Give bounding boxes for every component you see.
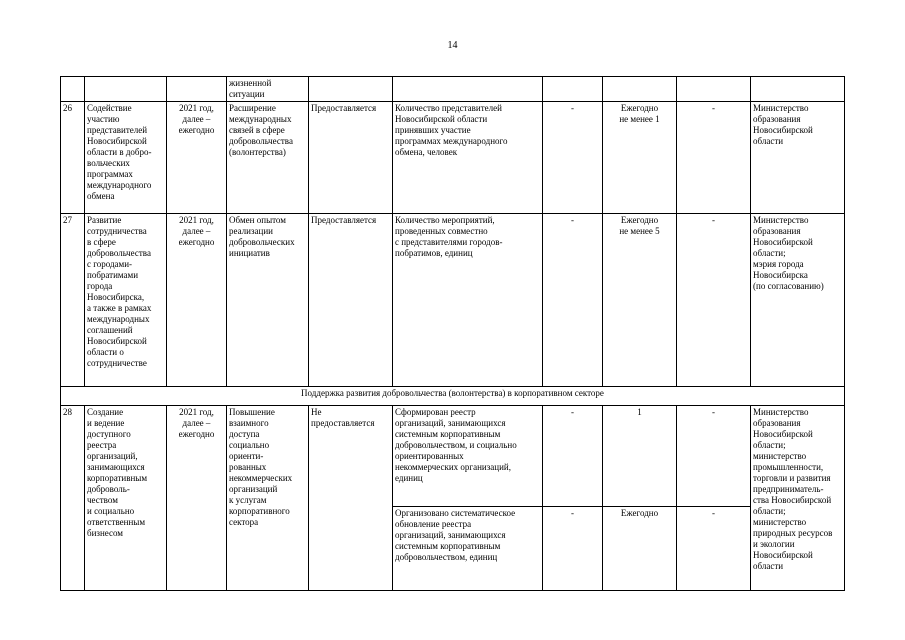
measures-table [60,76,845,591]
support-cell: Не предоставляется [309,406,393,591]
indicator-cell: Количество представителей Новосибирской области принявших участие программах международного обмена, человек [393,102,543,214]
value-cell: - [543,507,603,591]
row-number: 26 [61,102,85,214]
value-cell: - [677,507,751,591]
value-cell: - [677,406,751,507]
value-cell: Ежегодно не менее 5 [603,214,677,387]
row-number: 28 [61,406,85,591]
value-cell: - [677,102,751,214]
indicator-cell: Сформирован реестр организаций, занимающихся системным корпоративным добровольчеством, и социально ориентированных некоммерческих организаций, единиц [393,406,543,507]
value-cell: - [543,406,603,507]
period-cell: 2021 год, далее – ежегодно [167,406,227,591]
table-row [61,77,845,102]
section-title: Поддержка развития добровольчества (волонтерства) в корпоративном секторе [61,387,845,406]
table-row [61,102,845,214]
page-number: 14 [447,40,458,51]
purpose-cell: Расширение международных связей в сфере добровольчества (волонтерства) [227,102,309,214]
value-cell: - [543,102,603,214]
support-cell: Предоставляется [309,102,393,214]
value-cell: Ежегодно [603,507,677,591]
executor-cell: Министерство образования Новосибирской области [751,102,845,214]
table-row [61,406,845,507]
indicator-cell: Организовано систематическое обновление реестра организаций, занимающихся системным корпоративным добровольчеством, единиц [393,507,543,591]
value-cell: 1 [603,406,677,507]
measure-name: Развитие сотрудничества в сфере добровольчества с городами- побратимами города Новосибирска, а также в рамках международных соглашений Новосибирской области о сотрудничестве [85,214,167,387]
table-row [61,214,845,387]
purpose-cell: Повышение взаимного доступа социально ориенти- рованных некоммерческих организаций к услугам корпоративного сектора [227,406,309,591]
purpose-cell: Обмен опытом реализации добровольческих инициатив [227,214,309,387]
measure-name: Создание и ведение доступного реестра организаций, занимающихся корпоративным доброволь- чеством и социально ответственным бизнесом [85,406,167,591]
period-cell: 2021 год, далее – ежегодно [167,102,227,214]
value-cell: - [677,214,751,387]
indicator-cell: Количество мероприятий, проведенных совместно с представителями городов- побратимов, единиц [393,214,543,387]
support-cell: Предоставляется [309,214,393,387]
executor-cell: Министерство образования Новосибирской области; мэрия города Новосибирска (по согласованию) [751,214,845,387]
value-cell: Ежегодно не менее 1 [603,102,677,214]
purpose-cell: жизненной ситуации [227,77,309,102]
executor-cell: Министерство образования Новосибирской области; министерство промышленности, торговли и развития предприниматель- ства Новосибирской области; министерство природных ресурсов и экологии Новосибирской области [751,406,845,591]
measure-name: Содействие участию представителей Новосибирской области в добро- вольческих программах международного обмена [85,102,167,214]
row-number: 27 [61,214,85,387]
section-row [61,387,845,406]
value-cell: - [543,214,603,387]
period-cell: 2021 год, далее – ежегодно [167,214,227,387]
